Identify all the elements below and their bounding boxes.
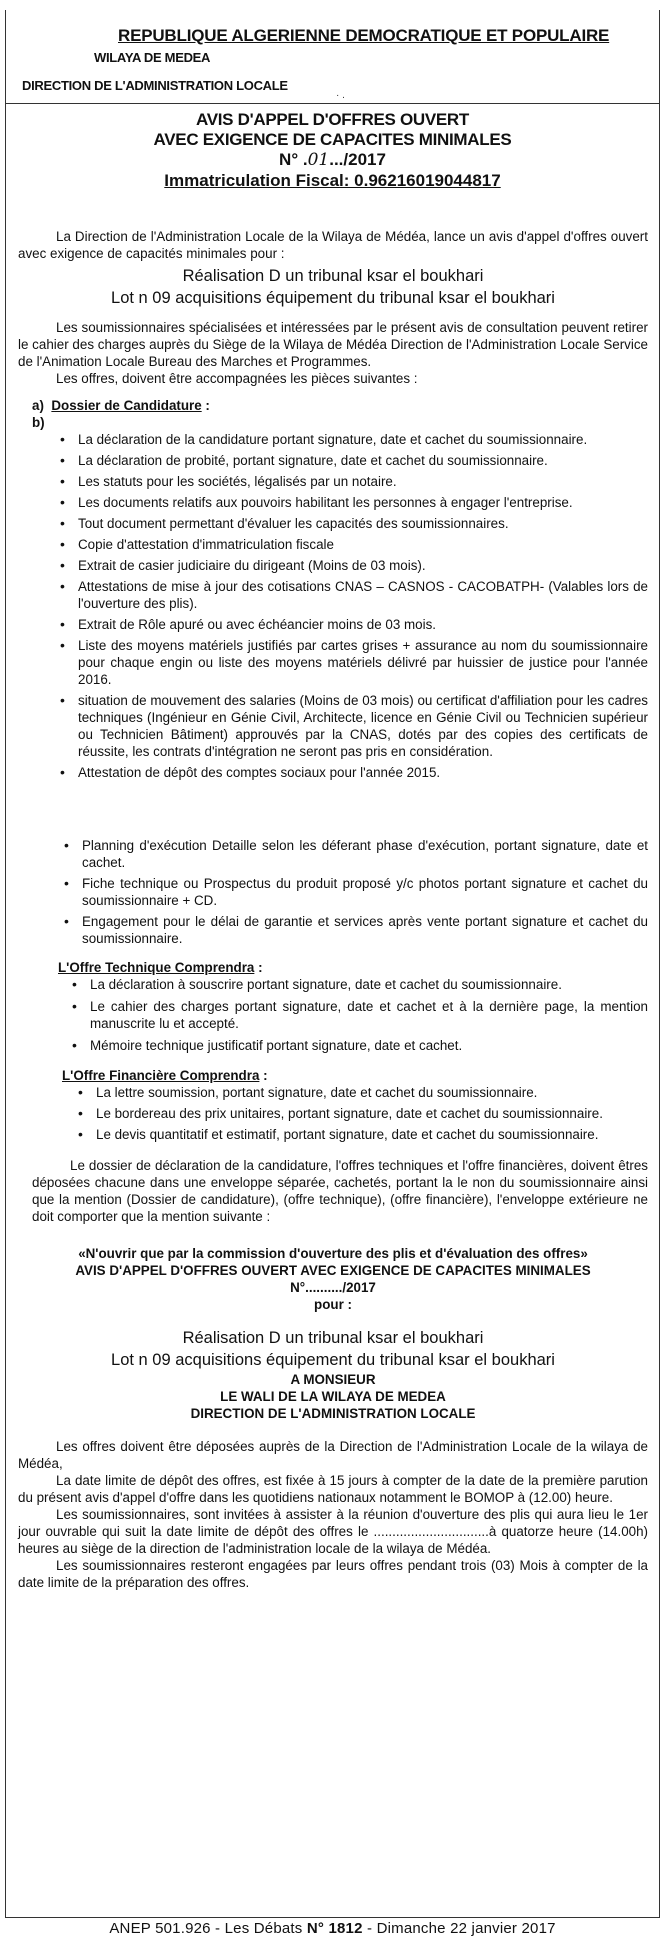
financiere-title: L'Offre Financière Comprendra [62, 1068, 260, 1083]
deposit-paragraph: Les offres doivent être déposées auprès de la Direction de l'Administration Locale de la wilaya de Médéa, [18, 1439, 648, 1471]
list-item: • Engagement pour le délai de garantie et services après vente portant signature et cachet du soumissionnaire. [82, 913, 648, 947]
list-item: • La lettre soumission, portant signature, date et cachet du soumissionnaire. [96, 1084, 648, 1101]
footer-issue-number: N° 1812 [306, 1920, 363, 1937]
envelope-project-1: Réalisation D un tribunal ksar el boukhari [182, 1329, 484, 1347]
envelope-paragraph: Le dossier de déclaration de la candidature, l'offres techniques et l'offre financières, doivent êtres déposées chacune dans une enveloppe séparée, cachetés, portant la le non du soumissionnaire ainsi que la mention (Dossier de candidature), (offre technique), (offre financière), l'enveloppe extérieure ne doit comporter que la mention suivante : [32, 1158, 648, 1224]
intro-paragraph: La Direction de l'Administration Locale de la Wilaya de Médéa, lance un avis d'appel d'offres ouvert avec exigence de capacités minimales pour : [18, 229, 648, 261]
list-item: • Le cahier des charges portant signature, date et cachet et à la dernière page, la mention manuscrite lu et accepté. [90, 998, 648, 1032]
list-item: • Le bordereau des prix unitaires, portant signature, date et cachet du soumissionnaire. [96, 1105, 648, 1122]
extra-list [82, 837, 648, 947]
project-title-2: Lot n 09 acquisitions équipement du tribunal ksar el boukhari [111, 289, 555, 307]
financiere-heading [18, 1067, 648, 1084]
financiere-list [96, 1084, 648, 1143]
number-prefix: N° . [279, 150, 308, 169]
newspaper-footer [0, 1920, 665, 1937]
title-line-1: AVIS D'APPEL D'OFFRES OUVERT [196, 110, 469, 129]
list-item: • Attestations de mise à jour des cotisations CNAS – CASNOS - CACOBATPH- (Valables lors de l'ouverture des plis). [78, 578, 648, 612]
notice-page [5, 10, 660, 1918]
republic-title: REPUBLIQUE ALGERIENNE DEMOCRATIQUE ET POPULAIRE [118, 26, 610, 45]
list-item: • Planning d'exécution Detaille selon les déferant phase d'exécution, portant signature, date et cachet. [82, 837, 648, 871]
direction-name: DIRECTION DE L'ADMINISTRATION LOCALE [22, 78, 288, 93]
wilaya-name: WILAYA DE MEDEA [94, 50, 211, 65]
list-item: • Les statuts pour les sociétés, légalisés par un notaire. [78, 473, 648, 490]
list-item: • Copie d'attestation d'immatriculation fiscale [78, 536, 648, 553]
list-item: • Liste des moyens matériels justifiés par cartes grises + assurance au nom du soumissionnaire pour chaque engin ou liste des moyens matériels délivré par huissier de justice pour l'année 2016. [78, 637, 648, 688]
list-item: • Tout document permettant d'évaluer les capacités des soumissionnaires. [78, 515, 648, 532]
addressee-monsieur: A MONSIEUR [290, 1372, 376, 1387]
handwritten-number: 01 [307, 150, 330, 170]
number-suffix: .../2017 [329, 150, 386, 169]
header-divider [6, 103, 659, 104]
list-item: • situation de mouvement des salaries (Moins de 03 mois) ou certificat d'affiliation pour les cadres techniques (Ingénieur en Génie Civil, Architecte, licence en Génie Civil ou Technicien supérieur ou Technicien Bâtiment) approuvés par la CNAS, dotés par des copies des certificats de réussite, les contrats d'intégration ne seront pas pris en considération. [78, 692, 648, 760]
envelope-pour: pour : [314, 1297, 352, 1312]
envelope-mention: «N'ouvrir que par la commission d'ouverture des plis et d'évaluation des offres» [78, 1246, 588, 1261]
footer-source: ANEP 501.926 - Les Débats [109, 1920, 307, 1937]
dossier-list [78, 431, 648, 781]
envelope-project-2: Lot n 09 acquisitions équipement du tribunal ksar el boukhari [111, 1351, 555, 1369]
label-a: a) [32, 398, 44, 413]
technique-title: L'Offre Technique Comprendra [58, 960, 255, 975]
deadline-paragraph: La date limite de dépôt des offres, est fixée à 15 jours à compter de la date de la première parution du présent avis d'appel d'offre dans les quotidiens nationaux notamment le BOMOP à (12.00) heure. [18, 1473, 648, 1505]
label-b: b) [32, 415, 45, 430]
dossier-colon: : [201, 398, 210, 413]
list-item: • Le devis quantitatif et estimatif, portant signature, date et cachet du soumissionnaire. [96, 1126, 648, 1143]
financiere-colon: : [259, 1068, 268, 1083]
project-title-1: Réalisation D un tribunal ksar el boukhari [182, 267, 484, 285]
title-line-2: AVEC EXIGENCE DE CAPACITES MINIMALES [153, 130, 512, 149]
opening-paragraph: Les soumissionnaires, sont invitées à assister à la réunion d'ouverture des plis qui aura lieu le 1er jour ouvrable qui suit la date limite de dépôt des offres le ...............................à quatorze heure (14.00h) heures au siège de la direction de l'administration locale de la wilaya de Médéa. [18, 1507, 648, 1556]
addressee-wali: LE WALI DE LA WILAYA DE MEDEA [220, 1389, 446, 1404]
technique-heading [18, 959, 648, 976]
addressee-direction: DIRECTION DE L'ADMINISTRATION LOCALE [190, 1406, 476, 1421]
technique-colon: : [254, 960, 263, 975]
list-item: • La déclaration de probité, portant signature, date et cachet du soumissionnaire. [78, 452, 648, 469]
documents-paragraph: Les offres, doivent être accompagnées les pièces suivantes : [56, 371, 418, 386]
list-item: • Fiche technique ou Prospectus du produit proposé y/c photos portant signature et cachet du soumissionnaire + CD. [82, 875, 648, 909]
notice-title-block [6, 110, 659, 192]
dossier-title: Dossier de Candidature [51, 398, 202, 413]
list-item: • La déclaration de la candidature portant signature, date et cachet du soumissionnaire. [78, 431, 648, 448]
document-header [6, 10, 659, 120]
dossier-heading [18, 397, 648, 414]
withdraw-paragraph: Les soumissionnaires spécialisées et intéressées par le présent avis de consultation peuvent retirer le cahier des charges auprès du Siège de la Wilaya de Médéa Direction de l'Administration Locale Service de l'Animation Locale Bureau des Marches et Programmes. [18, 320, 648, 369]
envelope-number: N°........../2017 [290, 1280, 376, 1295]
validity-paragraph: Les soumissionnaires resteront engagées par leurs offres pendant trois (03) Mois à compter de la date limite de la préparation des offres. [18, 1558, 648, 1590]
list-item: • Extrait de casier judiciaire du dirigeant (Moins de 03 mois). [78, 557, 648, 574]
notice-body [18, 228, 648, 1591]
footer-date: - Dimanche 22 janvier 2017 [362, 1920, 556, 1937]
stray-mark: · . [336, 90, 345, 101]
technique-list [90, 976, 648, 1054]
list-item: • Attestation de dépôt des comptes sociaux pour l'année 2015. [78, 764, 648, 781]
list-item: • Mémoire technique justificatif portant signature, date et cachet. [90, 1037, 648, 1054]
list-item: • La déclaration à souscrire portant signature, date et cachet du soumissionnaire. [90, 976, 648, 993]
notice-number [6, 150, 659, 170]
envelope-avis: AVIS D'APPEL D'OFFRES OUVERT AVEC EXIGENCE DE CAPACITES MINIMALES [75, 1263, 591, 1278]
fiscal-number: Immatriculation Fiscal: 0.96216019044817 [164, 171, 501, 190]
list-item: • Les documents relatifs aux pouvoirs habilitant les personnes à engager l'entreprise. [78, 494, 648, 511]
list-item: • Extrait de Rôle apuré ou avec échéancier moins de 03 mois. [78, 616, 648, 633]
